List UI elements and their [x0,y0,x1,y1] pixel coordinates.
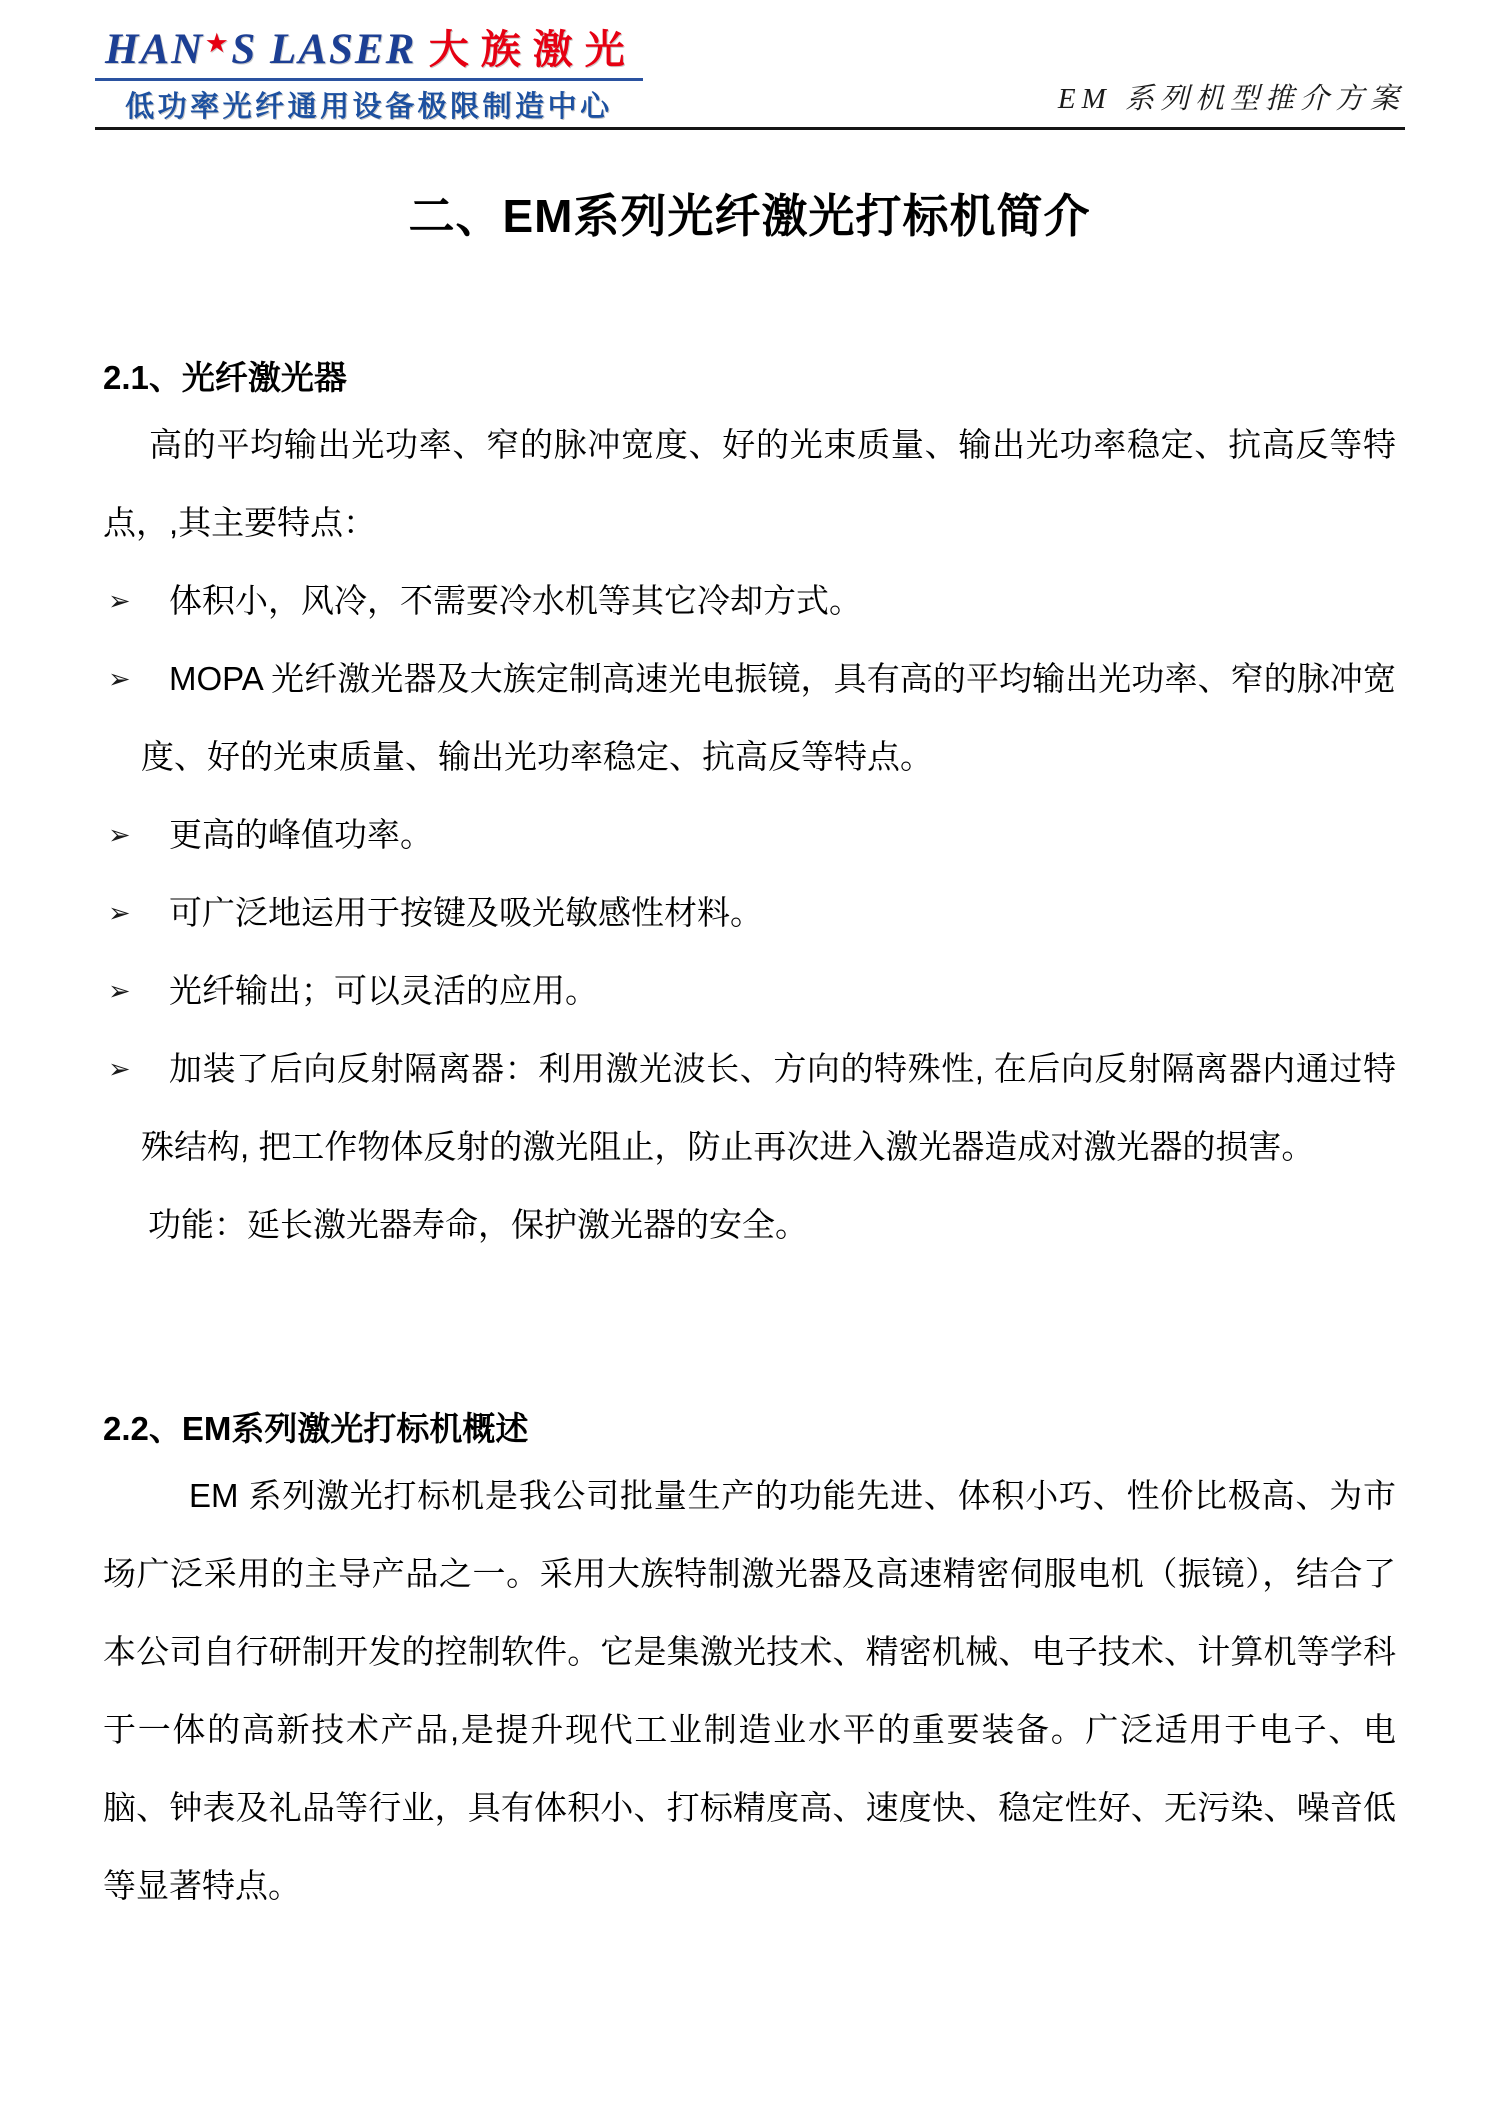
bullet-item [103,952,1396,1030]
document-body [0,180,1500,1925]
bullet-item [103,640,1396,796]
section-2-1-heading: 2.1、光纤激光器 [103,359,347,396]
logo-en-suffix: S LASER [231,26,417,73]
arrow-bullet-icon: ➢ [108,976,131,1006]
bullet-text: 光纤输出；可以灵活的应用。 [169,972,598,1009]
arrow-bullet-icon: ➢ [108,586,131,616]
bullet-text: 更高的峰值功率。 [169,816,433,853]
logo-en-prefix: HAN [105,26,205,73]
bullet-text: 加装了后向反射隔离器：利用激光波长、方向的特殊性, 在后向反射隔离器内通过特殊结构, 把工作物体反射的激光阻止，防止再次进入激光器造成对激光器的损害。 [141,1050,1396,1165]
bullet-note: 功能：延长激光器寿命，保护激光器的安全。 [148,1206,808,1243]
arrow-bullet-icon: ➢ [108,820,131,850]
hans-laser-logo [95,18,643,125]
arrow-bullet-icon: ➢ [108,664,131,694]
section-2-2-heading: 2.2、EM系列激光打标机概述 [103,1410,529,1447]
section-2-1-intro-paragraph: 高的平均输出光功率、窄的脉冲宽度、好的光束质量、输出光功率稳定、抗高反等特点，,其主要特点： [103,426,1396,541]
arrow-bullet-icon: ➢ [108,1054,131,1084]
bullet-text: MOPA 光纤激光器及大族定制高速光电振镜，具有高的平均输出光功率、窄的脉冲宽度、好的光束质量、输出光功率稳定、抗高反等特点。 [141,660,1396,775]
bullet-text: 可广泛地运用于按键及吸光敏感性材料。 [169,894,763,931]
bullet-text: 体积小，风冷，不需要冷水机等其它冷却方式。 [169,582,862,619]
header-doc-title: EM 系列机型推介方案 [1057,83,1405,115]
logo-en-text [105,26,416,73]
logo-tagline: 低功率光纤通用设备极限制造中心 [125,91,613,123]
star-icon: ★ [206,31,230,58]
section-2-2-paragraph: EM 系列激光打标机是我公司批量生产的功能先进、体积小巧、性价比极高、为市场广泛采用的主导产品之一。采用大族特制激光器及高速精密伺服电机（振镜），结合了本公司自行研制开发的控制软件。它是集激光技术、精密机械、电子技术、计算机等学科于一体的高新技术产品,是提升现代工业制造业水平的重要装备。广泛适用于电子、电脑、钟表及礼品等行业，具有体积小、打标精度高、速度快、稳定性好、无污染、噪音低等显著特点。 [103,1477,1396,1904]
arrow-bullet-icon: ➢ [108,898,131,928]
bullet-item [103,1030,1396,1186]
logo-cn-text: 大族激光 [428,28,637,72]
page-header [95,0,1405,130]
logo-wordmark [95,18,643,81]
bullet-item [103,796,1396,874]
page-title: 二、EM系列光纤激光打标机简介 [408,190,1091,242]
bullet-item [103,874,1396,952]
bullet-item [103,562,1396,640]
